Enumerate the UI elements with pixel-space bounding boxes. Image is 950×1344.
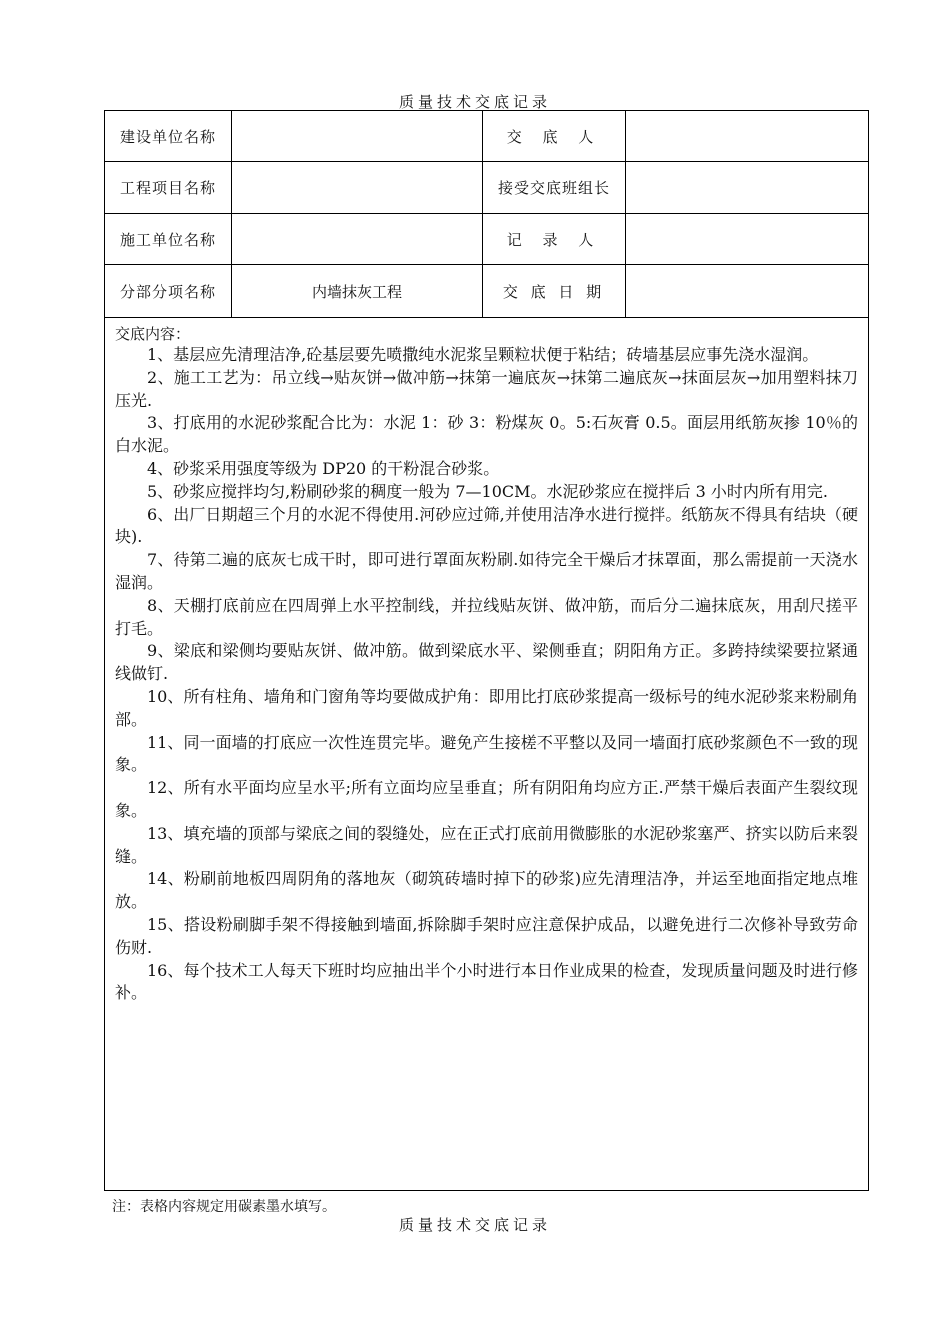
content-item: 4、砂浆采用强度等级为 DP20 的干粉混合砂浆。 (147, 458, 500, 478)
page-title-bottom: 质量技术交底记录 (398, 1216, 551, 1234)
construction-company-value[interactable] (232, 214, 483, 265)
discloser-value[interactable] (626, 111, 869, 162)
content-item: 9、梁底和梁侧均要贴灰饼、做冲筋。做到梁底水平、梁侧垂直；阴阳角方正。多跨持续梁要拉紧通线做钉. (115, 641, 858, 684)
construction-company-label: 施工单位名称 (105, 214, 232, 265)
form-row-construction-unit (105, 111, 869, 162)
content-item: 11、同一面墙的打底应一次性连贯完毕。避免产生接槎不平整以及同一墙面打底砂浆颜色不一致的现象。 (115, 732, 858, 775)
form-row-project-name (105, 162, 869, 214)
content-item: 14、粉刷前地板四周阴角的落地灰（砌筑砖墙时掉下的砂浆)应先清理洁净，并运至地面指定地点堆放。 (115, 869, 858, 912)
content-item: 1、基层应先清理洁净,砼基层要先喷撒纯水泥浆呈颗粒状便于粘结；砖墙基层应事先浇水湿润。 (147, 345, 819, 364)
content-item: 13、填充墙的顶部与梁底之间的裂缝处，应在正式打底前用微膨胀的水泥砂浆塞严、挤实以防后来裂缝。 (115, 823, 858, 866)
content-item: 3、打底用的水泥砂浆配合比为：水泥 1：砂 3：粉煤灰 0。5:石灰膏 0.5。面层用纸筋灰掺 10％的白水泥。 (115, 413, 858, 456)
content-title: 交底内容： (115, 325, 191, 343)
disclosure-date-value[interactable] (626, 265, 869, 318)
project-name-value[interactable] (232, 162, 483, 214)
page-title: 质量技术交底记录 (398, 93, 551, 111)
content-item: 10、所有柱角、墙角和门窗角等均要做成护角：即用比打底砂浆提高一级标号的纯水泥砂浆来粉刷角部。 (115, 686, 858, 729)
content-item: 6、出厂日期超三个月的水泥不得使用.河砂应过筛,并使用洁净水进行搅拌。纸筋灰不得具有结块（硬块). (115, 504, 858, 547)
disclosure-content (105, 318, 868, 1005)
disclosure-content-cell (105, 318, 869, 1191)
recorder-label: 记 录 人 (483, 214, 626, 265)
content-item: 8、天棚打底前应在四周弹上水平控制线，并拉线贴灰饼、做冲筋，而后分二遍抹底灰，用刮尺搓平打毛。 (115, 595, 858, 638)
footnote: 注：表格内容规定用碳素墨水填写。 (112, 1199, 336, 1215)
form-row-sub-project (105, 265, 869, 318)
recorder-value[interactable] (626, 214, 869, 265)
content-item: 2、施工工艺为：吊立线→贴灰饼→做冲筋→抹第一遍底灰→抹第二遍底灰→抹面层灰→加用塑料抹刀压光. (115, 367, 858, 410)
form-row-construction-company (105, 214, 869, 265)
team-leader-value[interactable] (626, 162, 869, 214)
project-name-label: 工程项目名称 (105, 162, 232, 214)
disclosure-date-label: 交 底 日 期 (483, 265, 626, 318)
team-leader-label: 接受交底班组长 (483, 162, 626, 214)
form-row-content (105, 318, 869, 1191)
sub-project-value[interactable]: 内墙抹灰工程 (232, 265, 483, 318)
discloser-label: 交 底 人 (483, 111, 626, 162)
content-item: 15、搭设粉刷脚手架不得接触到墙面,拆除脚手架时应注意保护成品，以避免进行二次修补导致劳命伤财. (115, 914, 858, 957)
sub-project-label: 分部分项名称 (105, 265, 232, 318)
content-item: 16、每个技术工人每天下班时均应抽出半个小时进行本日作业成果的检查，发现质量问题及时进行修补。 (115, 960, 858, 1003)
content-item: 12、所有水平面均应呈水平;所有立面均应呈垂直；所有阴阳角均应方正.严禁干燥后表面产生裂纹现象。 (115, 778, 858, 820)
disclosure-form-table (104, 110, 869, 1191)
content-item: 7、待第二遍的底灰七成干时，即可进行罩面灰粉刷.如待完全干燥后才抹罩面，那么需提前一天浇水湿润。 (115, 550, 858, 592)
construction-unit-label: 建设单位名称 (105, 111, 232, 162)
construction-unit-value[interactable] (232, 111, 483, 162)
content-item: 5、砂浆应搅拌均匀,粉刷砂浆的稠度一般为 7—10CM。水泥砂浆应在搅拌后 3 小时内所有用完. (147, 481, 828, 501)
